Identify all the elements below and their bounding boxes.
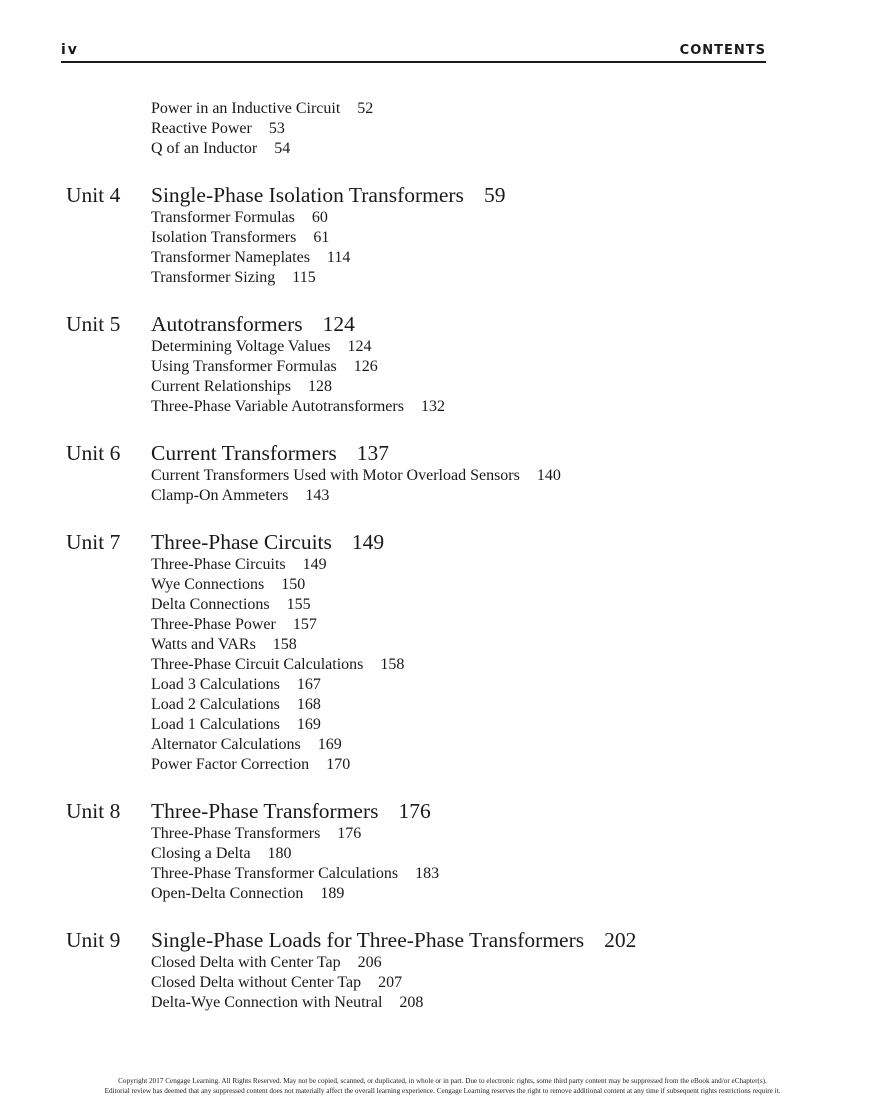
toc-entry [151,993,885,1013]
unit-8-block [0,798,885,904]
unit-label: Unit 9 [66,928,121,952]
entry-title: Transformer Formulas [151,209,295,226]
entry-page: 53 [268,120,285,137]
toc-entry [151,228,885,248]
toc-entry [151,99,885,119]
unit-label: Unit 4 [66,183,121,207]
entry-title: Isolation Transformers [151,229,297,246]
entry-title: Closed Delta without Center Tap [151,974,362,991]
entry-page: 206 [357,954,382,971]
unit-9-block [0,927,885,1013]
unit-heading [0,927,885,953]
toc-entry [151,268,885,288]
entry-page: 158 [272,636,297,653]
toc-entry [151,486,885,506]
entry-title: Current Transformers Used with Motor Overload Sensors [151,467,520,484]
toc-entry [151,715,885,735]
unit-heading [0,440,885,466]
unit-heading [0,311,885,337]
page-number: iv [61,42,79,58]
toc-entry [151,864,885,884]
unit-label: Unit 8 [66,799,121,823]
entry-title: Three-Phase Circuits [151,556,286,573]
unit-page: 137 [356,441,389,465]
toc-entry [151,635,885,655]
entry-title: Determining Voltage Values [151,338,331,355]
page-header [61,40,766,63]
unit-label: Unit 5 [66,312,121,336]
entry-page: 158 [380,656,405,673]
unit-5-block [0,311,885,417]
unit-title-text: Current Transformers [151,441,337,465]
entry-page: 157 [292,616,317,633]
unit-title-text: Three-Phase Circuits [151,530,332,554]
entry-title: Closing a Delta [151,845,251,862]
entry-page: 132 [420,398,445,415]
entry-title: Three-Phase Transformer Calculations [151,865,399,882]
entry-page: 207 [378,974,403,991]
toc-entry [151,735,885,755]
entry-page: 176 [337,825,362,842]
unit-page: 124 [322,312,355,336]
unit-heading [0,529,885,555]
unit-label: Unit 7 [66,530,121,554]
unit-title-text: Three-Phase Transformers [151,799,379,823]
toc-entry [151,575,885,595]
entry-title: Alternator Calculations [151,736,301,753]
entry-title: Delta Connections [151,596,270,613]
unit-page: 59 [483,183,506,207]
entry-page: 150 [281,576,306,593]
toc-entry [151,595,885,615]
entry-title: Q of an Inductor [151,140,258,157]
unit-title [151,798,431,824]
entry-title: Current Relationships [151,378,291,395]
entry-page: 115 [292,269,316,286]
entry-title: Watts and VARs [151,636,256,653]
entry-title: Delta-Wye Connection with Neutral [151,994,383,1011]
entry-page: 167 [296,676,321,693]
unit-page: 202 [604,928,637,952]
toc-entry [151,357,885,377]
entry-title: Open-Delta Connection [151,885,304,902]
entry-title: Reactive Power [151,120,252,137]
entry-title: Closed Delta with Center Tap [151,954,341,971]
entry-page: 208 [399,994,424,1011]
entry-title: Three-Phase Circuit Calculations [151,656,364,673]
continued-entries [0,99,885,159]
unit-page: 176 [398,799,431,823]
unit-heading [0,182,885,208]
entry-page: 114 [326,249,351,266]
unit-title [151,529,384,555]
unit-title [151,311,355,337]
running-head: CONTENTS [679,43,766,58]
toc-entry [151,555,885,575]
entry-page: 61 [313,229,330,246]
toc-entry [151,755,885,775]
entry-title: Clamp-On Ammeters [151,487,289,504]
entry-page: 155 [286,596,311,613]
toc-entry [151,377,885,397]
toc-entry [151,953,885,973]
toc-entry [151,973,885,993]
copyright-line-2: Editorial review has deemed that any suppressed content does not materially affect the overall learning experience. Cengage Learning reserves the right to remove additional content at any time if subsequent rights restrictions require it. [104,1087,781,1095]
entry-page: 60 [311,209,328,226]
entry-title: Three-Phase Power [151,616,276,633]
toc-entry [151,695,885,715]
entry-title: Load 2 Calculations [151,696,280,713]
unit-label: Unit 6 [66,441,121,465]
entry-title: Load 3 Calculations [151,676,280,693]
entry-title: Power Factor Correction [151,756,310,773]
entry-title: Using Transformer Formulas [151,358,337,375]
entry-page: 168 [296,696,321,713]
copyright-notice [0,1076,885,1096]
unit-title [151,440,389,466]
entry-page: 143 [305,487,330,504]
entry-title: Power in an Inductive Circuit [151,100,341,117]
toc-entry [151,397,885,417]
toc-entry [151,208,885,228]
toc-entry [151,675,885,695]
entry-page: 140 [536,467,561,484]
entry-title: Transformer Sizing [151,269,276,286]
toc-entry [151,119,885,139]
entry-page: 52 [357,100,374,117]
unit-7-block [0,529,885,775]
toc-entry [151,466,885,486]
unit-page: 149 [351,530,385,554]
unit-title-text: Single-Phase Isolation Transformers [151,183,464,207]
unit-title [151,182,505,208]
unit-6-block [0,440,885,506]
entry-page: 169 [317,736,342,753]
entry-page: 180 [267,845,292,862]
unit-title-text: Autotransformers [151,312,303,336]
entry-page: 128 [307,378,332,395]
toc-entry [151,615,885,635]
unit-heading [0,798,885,824]
entry-page: 126 [353,358,378,375]
copyright-line-1: Copyright 2017 Cengage Learning. All Rights Reserved. May not be copied, scanned, or duplicated, in whole or in part. Due to electronic rights, some third party content may be suppressed from the eBook and/or eChapter(s). [118,1077,767,1085]
toc-entry [151,655,885,675]
entry-title: Three-Phase Variable Autotransformers [151,398,404,415]
entry-title: Wye Connections [151,576,265,593]
entry-page: 170 [326,756,351,773]
toc-entry [151,844,885,864]
unit-4-block [0,182,885,288]
entry-page: 189 [320,885,345,902]
toc-entry [151,337,885,357]
entry-page: 54 [274,140,291,157]
unit-title [151,927,636,953]
table-of-contents [0,99,885,1036]
entry-page: 124 [347,338,372,355]
toc-entry [151,139,885,159]
entry-page: 149 [302,556,327,573]
unit-title-text: Single-Phase Loads for Three-Phase Transformers [151,928,585,952]
toc-entry [151,824,885,844]
toc-entry [151,884,885,904]
toc-entry [151,248,885,268]
entry-page: 183 [415,865,440,882]
entry-page: 169 [296,716,321,733]
entry-title: Three-Phase Transformers [151,825,321,842]
entry-title: Transformer Nameplates [151,249,310,266]
entry-title: Load 1 Calculations [151,716,280,733]
